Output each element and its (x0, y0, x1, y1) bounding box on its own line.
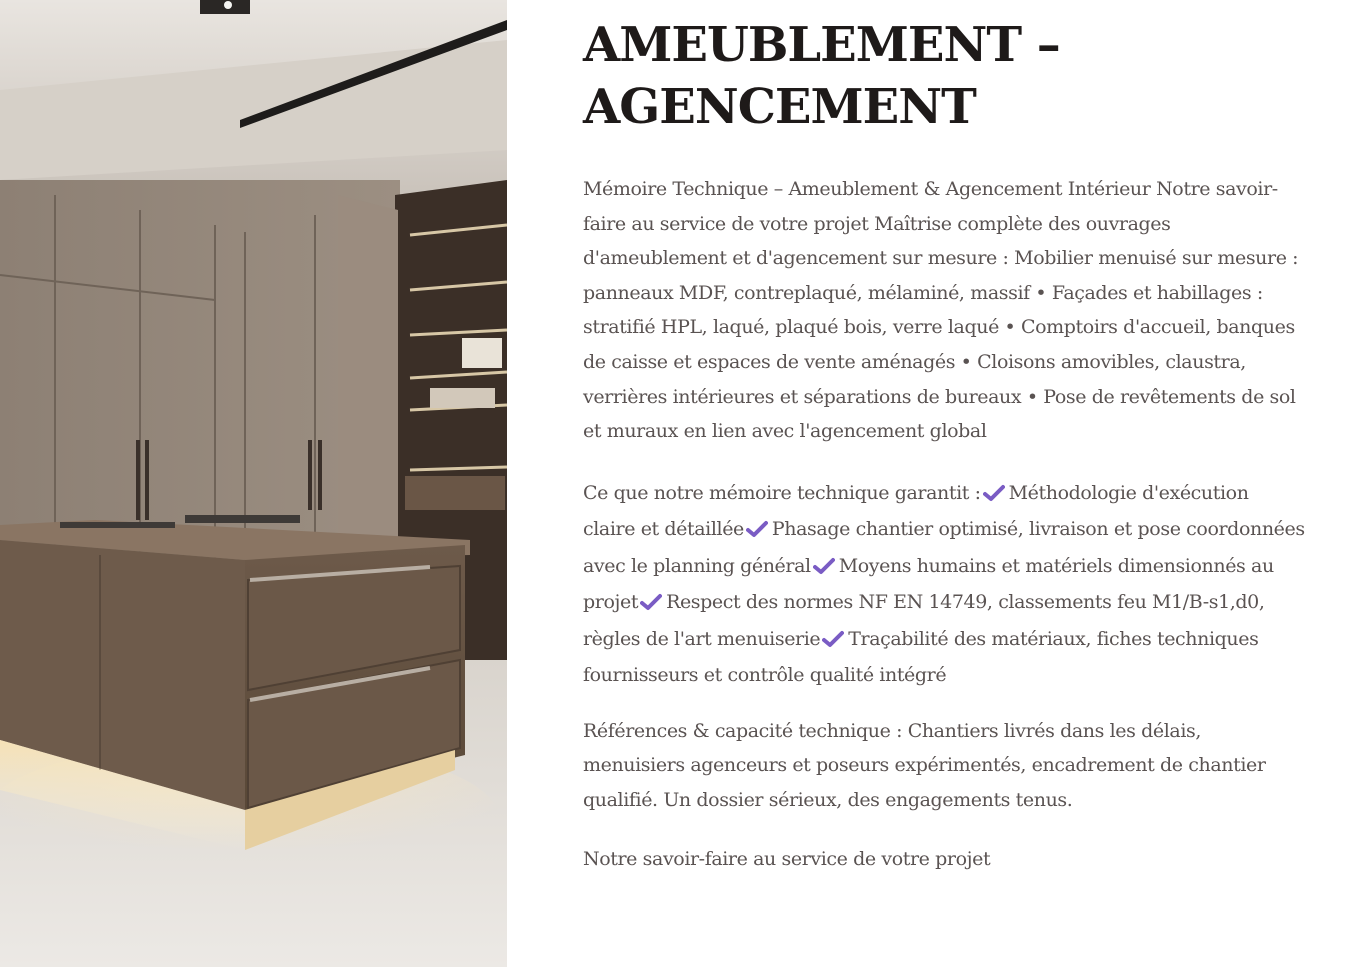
guarantee-item: Phasage chantier optimisé, livraison et pose coordonnées avec le planning général (583, 518, 1305, 577)
check-mark-icon (983, 484, 1005, 502)
page-title (583, 14, 1305, 138)
content-section (583, 14, 1305, 876)
guarantees-lead: Ce que notre mémoire technique garantit : (583, 481, 981, 504)
hero-image (0, 0, 507, 967)
check-mark-icon (813, 557, 835, 575)
check-mark-icon (746, 520, 768, 538)
guarantee-item: Respect des normes NF EN 14749, classements feu M1/B-s1,d0, règles de l'art menuiserie (583, 591, 1265, 650)
check-mark-icon (822, 630, 844, 648)
check-mark-icon (640, 593, 662, 611)
guarantees-paragraph (583, 475, 1305, 694)
references-paragraph: Références & capacité technique : Chantiers livrés dans les délais, menuisiers agenceurs et poseurs expérimentés, encadrement de chantier qualifié. Un dossier sérieux, des engagements tenus. (583, 719, 1266, 811)
closing-paragraph: Notre savoir-faire au service de votre projet (583, 847, 991, 870)
guarantee-item: Méthodologie d'exécution claire et détaillée (583, 481, 1249, 541)
guarantee-item: Traçabilité des matériaux, fiches techniques fournisseurs et contrôle qualité intégré (583, 627, 1259, 687)
guarantee-item: Moyens humains et matériels dimensionnés au projet (583, 554, 1274, 614)
page-title-line-2: AGENCEMENT (583, 79, 976, 135)
intro-paragraph: Mémoire Technique – Ameublement & Agencement Intérieur Notre savoir-faire au service de votre projet Maîtrise complète des ouvrages d'ameublement et d'agencement sur mesure : Mobilier menuisé sur mesure : panneaux MDF, contreplaqué, mélaminé, massif • Façades et habillages : stratifié HPL, laqué, plaqué bois, verre laqué • Comptoirs d'accueil, banques de caisse et espaces de vente aménagés • Cloisons amovibles, claustra, verrières intérieures et séparations de bureaux • Pose de revêtements de sol et muraux en lien avec l'agencement global (583, 178, 1299, 443)
page-title-line-1: AMEUBLEMENT – (583, 17, 1060, 73)
